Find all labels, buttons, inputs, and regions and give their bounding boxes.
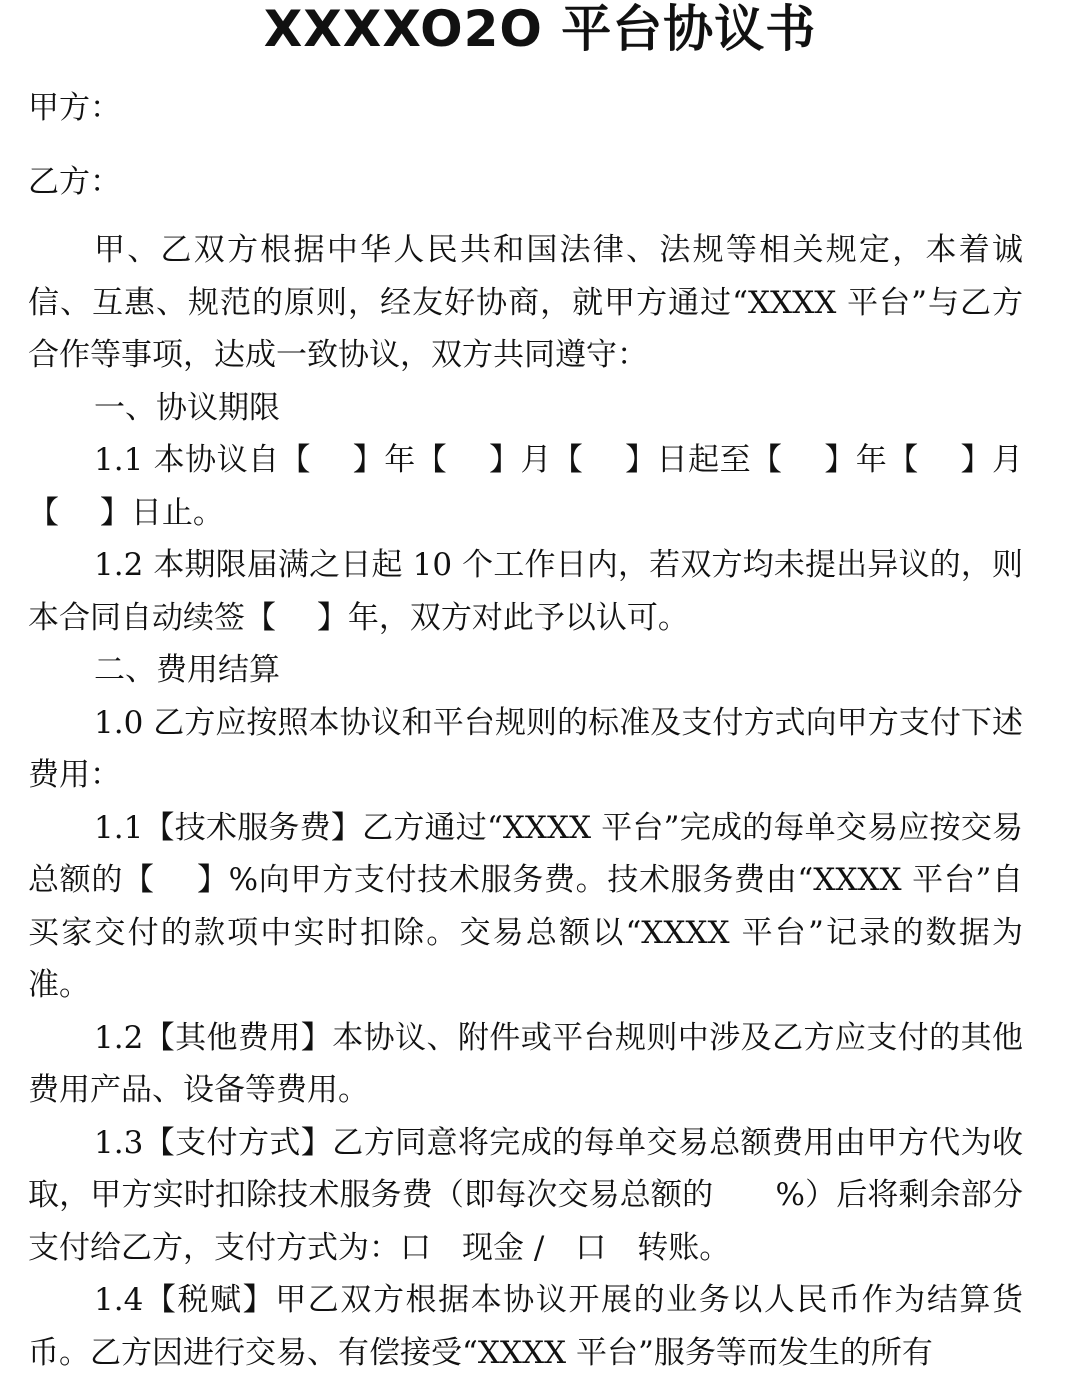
document-title: XXXXO2O 平台协议书 bbox=[263, 0, 817, 58]
clause-1-2-renewal: 1.2 本期限届满之日起 10 个工作日内，若双方均未提出异议的，则本合同自动续签【 】年，双方对此予以认可。 bbox=[28, 547, 1023, 636]
clause-1-0-fees: 1.0 乙方应按照本协议和平台规则的标准及支付方式向甲方支付下述费用： bbox=[28, 704, 1023, 793]
clause-1-2-other-fees: 1.2【其他费用】本协议、附件或平台规则中涉及乙方应支付的其他费用产品、设备等费用。 bbox=[28, 1019, 1023, 1108]
section-heading-term: 一、协议期限 bbox=[94, 389, 280, 426]
party-b-label: 乙方： bbox=[28, 164, 121, 200]
clause-1-4-taxes: 1.4【税赋】甲乙双方根据本协议开展的业务以人民币作为结算货币。乙方因进行交易、有偿接受“XXXX 平台”服务等而发生的所有 bbox=[28, 1282, 1023, 1371]
clause-1-3-payment-method: 1.3【支付方式】乙方同意将完成的每单交易总额费用由甲方代为收取，甲方实时扣除技术服务费（即每次交易总额的 %）后将剩余部分支付给乙方，支付方式为：口 现金 / 口 转账。 bbox=[28, 1124, 1023, 1266]
section-heading-fees: 二、费用结算 bbox=[94, 652, 280, 688]
document-body bbox=[28, 224, 1023, 1379]
intro-paragraph: 甲、乙双方根据中华人民共和国法律、法规等相关规定，本着诚信、互惠、规范的原则，经友好协商，就甲方通过“XXXX 平台”与乙方合作等事项，达成一致协议，双方共同遵守： bbox=[28, 232, 1023, 373]
clause-1-1-service-fee: 1.1【技术服务费】乙方通过“XXXX 平台”完成的每单交易应按交易总额的【 】%向甲方支付技术服务费。技术服务费由“XXXX 平台”自买家交付的款项中实时扣除。交易总额以“XXXX 平台”记录的数据为准。 bbox=[28, 809, 1023, 1003]
clause-1-1-term: 1.1 本协议自【 】年【 】月【 】日起至【 】年【 】月【 】日止。 bbox=[28, 442, 1023, 531]
party-a-label: 甲方： bbox=[28, 90, 121, 126]
